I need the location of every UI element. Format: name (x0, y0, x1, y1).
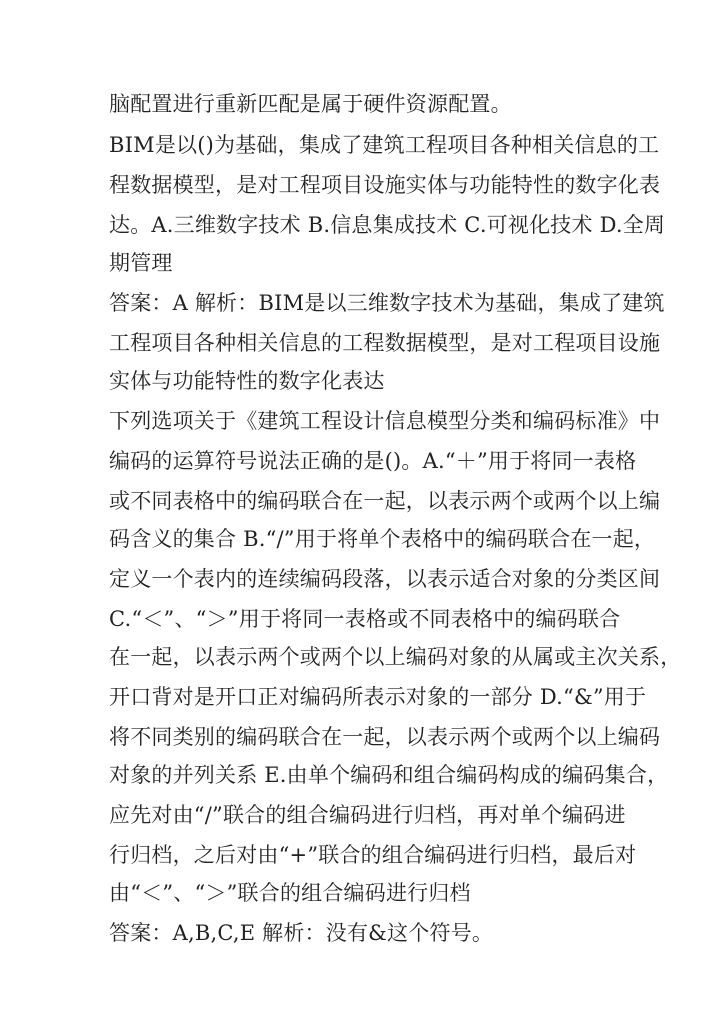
question-options-line: 在一起，以表示两个或两个以上编码对象的从属或主次关系， (109, 645, 682, 669)
explanation-line: 实体与功能特性的数字化表达 (109, 369, 385, 393)
answer-line: 答案：A,B,C,E 解析：没有&这个符号。 (109, 921, 494, 945)
question-text-line: 下列选项关于《建筑工程设计信息模型分类和编码标准》中 (109, 409, 661, 433)
question-options-line: 将不同类别的编码联合在一起，以表示两个或两个以上编码 (109, 725, 661, 749)
question-options-line: 期管理 (109, 251, 173, 275)
question-options-line: 由“＜”、“＞”联合的组合编码进行归档 (109, 881, 471, 905)
question-text-line: 编码的运算符号说法正确的是()。A.“＋”用于将同一表格 (109, 449, 637, 473)
explanation-line: 工程项目各种相关信息的工程数据模型，是对工程项目设施 (109, 331, 661, 355)
question-options-line: 定义一个表内的连续编码段落，以表示适合对象的分类区间 (109, 567, 661, 591)
question-text-line: 程数据模型，是对工程项目设施实体与功能特性的数字化表 (109, 173, 661, 197)
question-options-line: 开口背对是开口正对编码所表示对象的一部分 D.“&”用于 (109, 685, 647, 709)
question-options-line: 行归档，之后对由“+”联合的组合编码进行归档，最后对 (109, 843, 637, 867)
question-options-line: C.“＜”、“＞”用于将同一表格或不同表格中的编码联合 (109, 607, 621, 631)
question-options-line: 码含义的集合 B.“/”用于将单个表格中的编码联合在一起， (109, 527, 656, 551)
question-options-line: 对象的并列关系 E.由单个编码和组合编码构成的编码集合， (109, 763, 669, 787)
text-line: 脑配置进行重新匹配是属于硬件资源配置。 (109, 92, 512, 116)
question-options-line: 或不同表格中的编码联合在一起，以表示两个或两个以上编 (109, 489, 661, 513)
question-options-line: 达。A.三维数字技术 B.信息集成技术 C.可视化技术 D.全周 (109, 213, 666, 237)
answer-line: 答案：A 解析：BIM是以三维数字技术为基础，集成了建筑 (109, 291, 665, 315)
question-options-line: 应先对由“/”联合的组合编码进行归档，再对单个编码进 (109, 803, 626, 827)
question-text-line: BIM是以()为基础，集成了建筑工程项目各种相关信息的工 (109, 133, 660, 157)
